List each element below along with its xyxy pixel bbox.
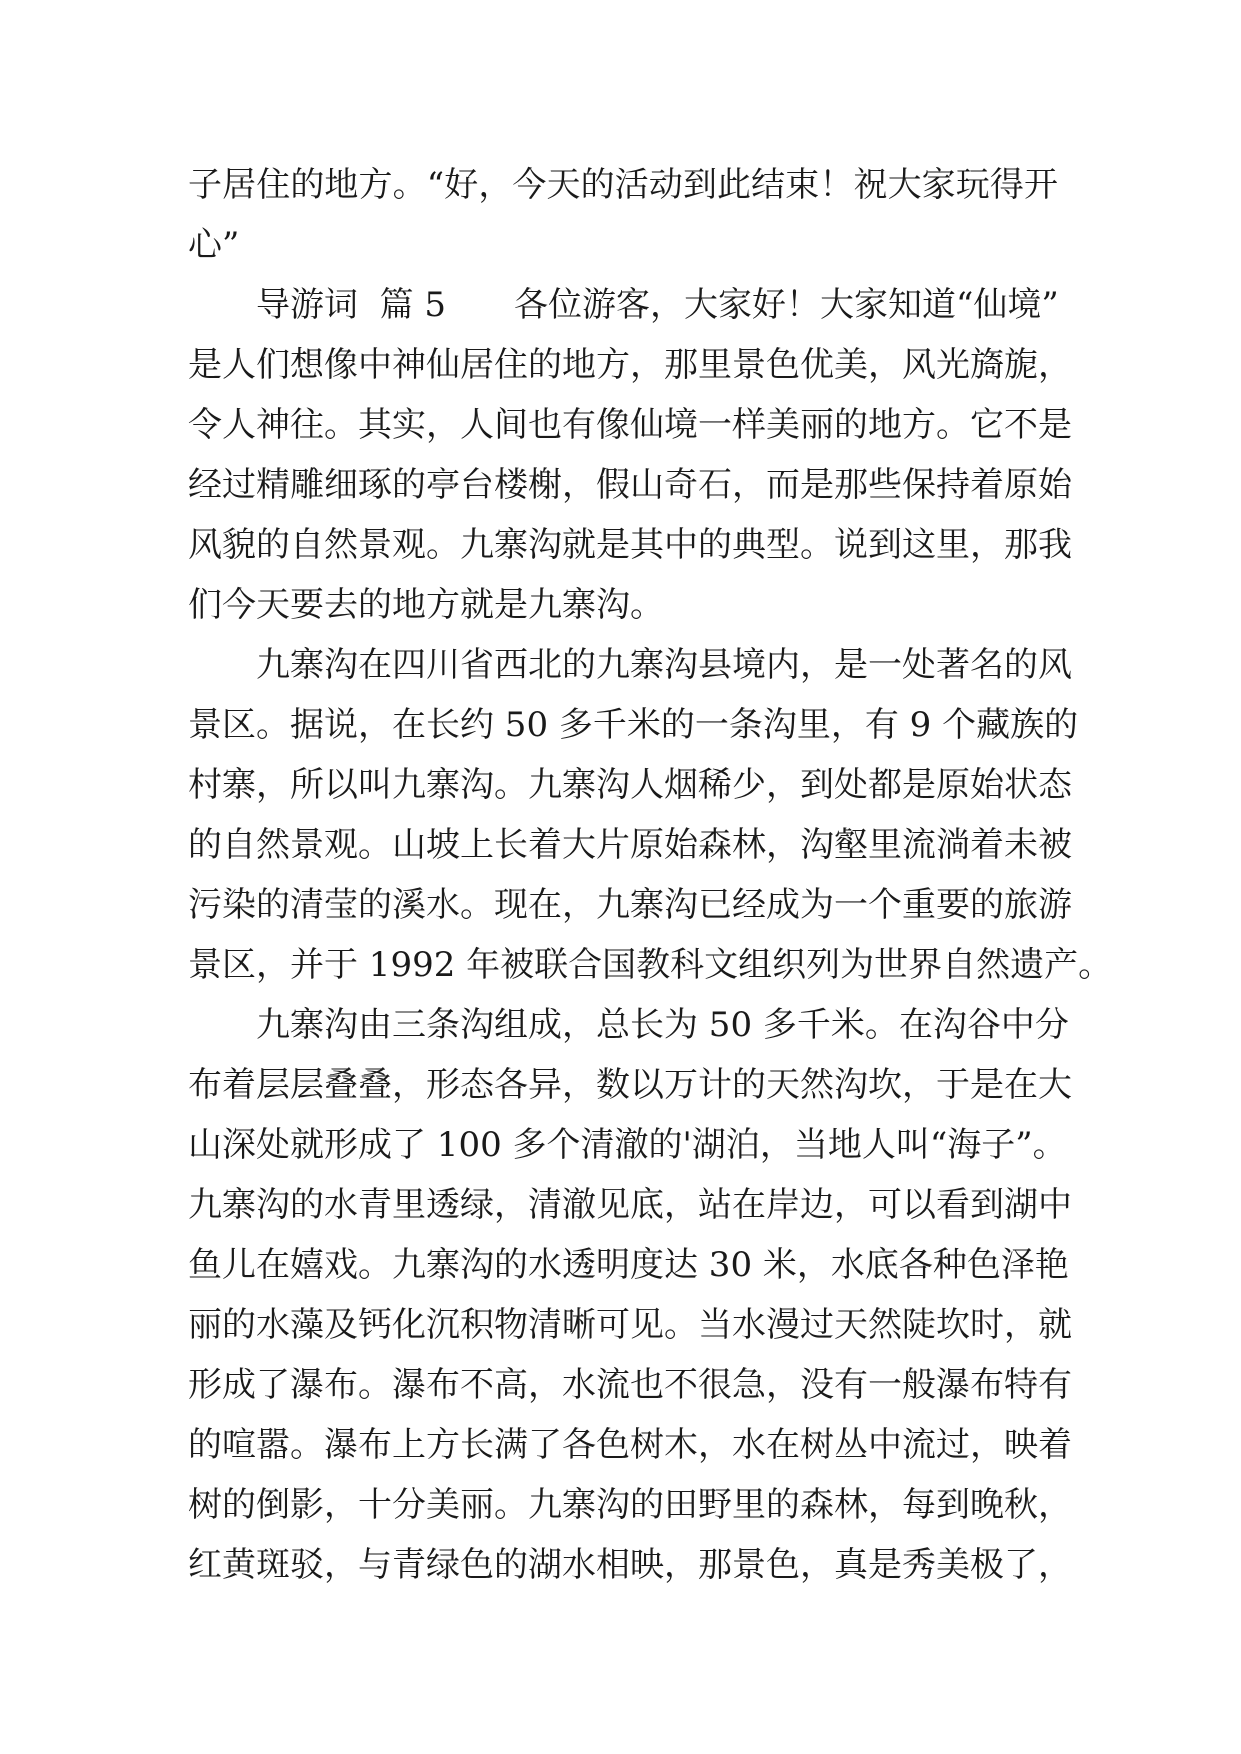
text-line-2: 心” — [188, 225, 240, 265]
text-line-8: 们今天要去的地方就是九寨沟。 — [188, 585, 664, 625]
text-line-21: 形成了瀑布。瀑布不高，水流也不很急，没有一般瀑布特有 — [188, 1365, 1072, 1405]
text-line-17: 山深处就形成了 100 多个清澈的'湖泊，当地人叫“海子”。 — [188, 1125, 1067, 1165]
text-line-22: 的喧嚣。瀑布上方长满了各色树木，水在树丛中流过，映着 — [188, 1425, 1072, 1465]
text-line-15: 九寨沟由三条沟组成，总长为 50 多千米。在沟谷中分 — [188, 1005, 1069, 1045]
text-line-16: 布着层层叠叠，形态各异，数以万计的天然沟坎，于是在大 — [188, 1065, 1072, 1105]
text-line-19: 鱼儿在嬉戏。九寨沟的水透明度达 30 米，水底各种色泽艳 — [188, 1245, 1069, 1285]
text-line-3: 导游词 篇 5 各位游客，大家好！大家知道“仙境” — [188, 285, 1059, 325]
text-line-6: 经过精雕细琢的亭台楼榭，假山奇石，而是那些保持着原始 — [188, 465, 1072, 505]
text-line-1: 子居住的地方。“好，今天的活动到此结束！祝大家玩得开 — [188, 165, 1058, 205]
text-line-20: 丽的水藻及钙化沉积物清晰可见。当水漫过天然陡坎时，就 — [188, 1305, 1072, 1345]
text-line-23: 树的倒影，十分美丽。九寨沟的田野里的森林，每到晚秋， — [188, 1485, 1072, 1525]
text-line-12: 的自然景观。山坡上长着大片原始森林，沟壑里流淌着未被 — [188, 825, 1072, 865]
text-line-13: 污染的清莹的溪水。现在，九寨沟已经成为一个重要的旅游 — [188, 885, 1072, 925]
text-line-9: 九寨沟在四川省西北的九寨沟县境内，是一处著名的风 — [188, 645, 1072, 685]
text-line-7: 风貌的自然景观。九寨沟就是其中的典型。说到这里，那我 — [188, 525, 1072, 565]
text-line-5: 令人神往。其实，人间也有像仙境一样美丽的地方。它不是 — [188, 405, 1072, 445]
document-body — [188, 155, 1113, 1595]
text-line-11: 村寨，所以叫九寨沟。九寨沟人烟稀少，到处都是原始状态 — [188, 765, 1072, 805]
text-line-10: 景区。据说，在长约 50 多千米的一条沟里，有 9 个藏族的 — [188, 705, 1079, 745]
text-line-4: 是人们想像中神仙居住的地方，那里景色优美，风光旖旎， — [188, 345, 1072, 385]
text-line-14: 景区，并于 1992 年被联合国教科文组织列为世界自然遗产。 — [188, 945, 1113, 985]
text-line-18: 九寨沟的水青里透绿，清澈见底，站在岸边，可以看到湖中 — [188, 1185, 1072, 1225]
text-line-24: 红黄斑驳，与青绿色的湖水相映，那景色，真是秀美极了， — [188, 1545, 1072, 1585]
